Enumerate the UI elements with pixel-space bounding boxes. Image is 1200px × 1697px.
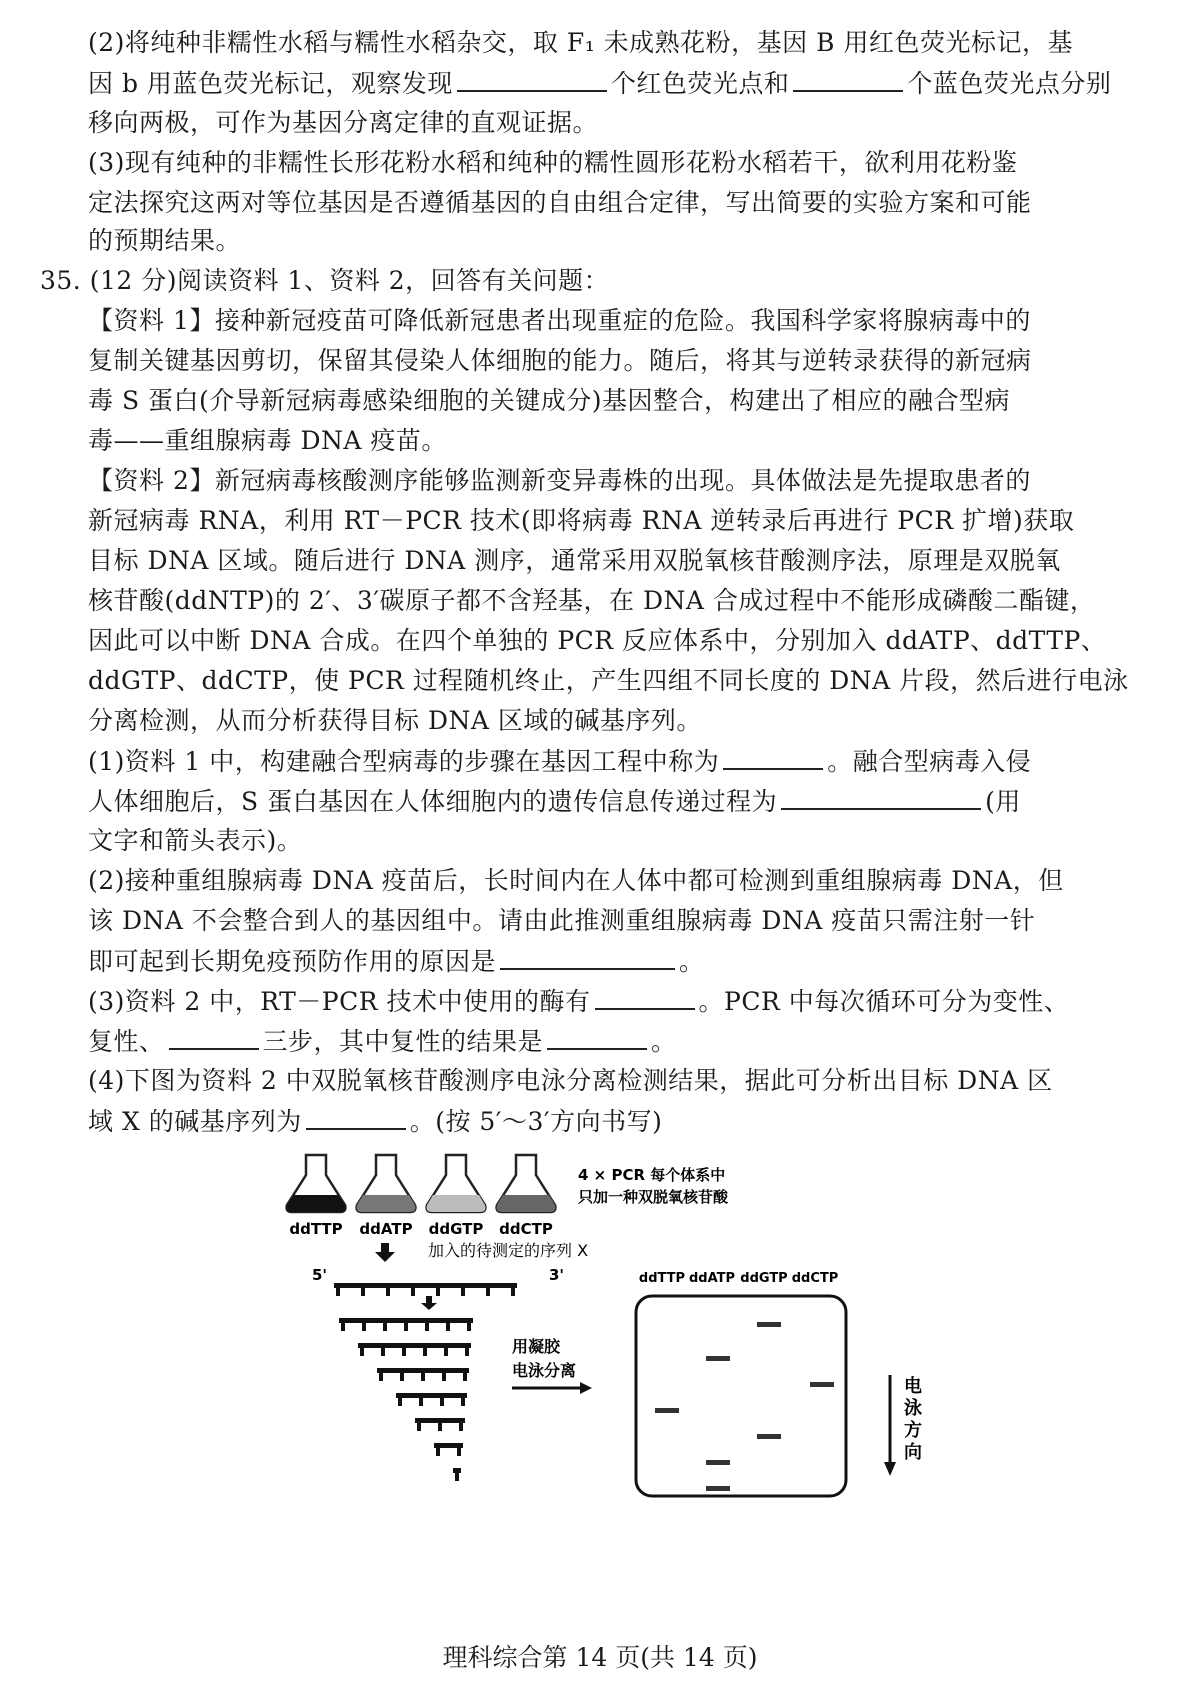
fragment-ladder [339,1318,473,1481]
pcr-note-line1: 4 × PCR 每个体系中 [578,1166,726,1184]
dna-fragment [339,1318,473,1331]
five-prime-label: 5' [312,1266,328,1284]
dna-fragment [396,1393,467,1406]
flask-label: ddTTP [289,1220,343,1238]
flask-label: ddCTP [499,1220,553,1238]
gel-band [757,1434,781,1439]
material1-line2: 复制关键基因剪切，保留其侵染人体细胞的能力。随后，将其与逆转录获得的新冠病 [88,346,1032,375]
q35-header: 35. (12 分)阅读资料 1、资料 2，回答有关问题： [40,266,610,295]
dna-fragment [434,1443,463,1456]
material2-line6: ddGTP、ddCTP，使 PCR 过程随机终止，产生四组不同长度的 DNA 片段，然后进行电泳 [88,666,1129,695]
sub2-line2: 该 DNA 不会整合到人的基因组中。请由此推测重组腺病毒 DNA 疫苗只需注射一针 [88,906,1036,935]
q34-p3-line1: (3)现有纯种的非糯性长形花粉水稻和纯种的糯性圆形花粉水稻若干，欲利用花粉鉴 [88,148,1018,177]
gel-step-line1: 用凝胶 [512,1337,561,1356]
text-span: 个红色荧光点和 [610,69,790,98]
sequence-label: 加入的待测定的序列 X [428,1241,589,1260]
material1-line3: 毒 S 蛋白(介导新冠病毒感染细胞的关键成分)基因整合，构建出了相应的融合型病 [88,386,1011,415]
text-span: 。 [651,1027,677,1056]
gel-band [757,1322,781,1327]
material1-line1: 【资料 1】接种新冠疫苗可降低新冠患者出现重症的危险。我国科学家将腺病毒中的 [88,306,1031,335]
gel-band [706,1460,730,1465]
text-span: 。PCR 中每次循环可分为变性、 [698,987,1070,1016]
template-strand [334,1283,517,1296]
text-span: 复性、 [88,1027,165,1056]
text-span: 人体细胞后，S 蛋白基因在人体细胞内的遗传信息传递过程为 [88,787,778,816]
pcr-note-line2: 只加一种双脱氧核苷酸 [578,1188,729,1206]
material2-line1: 【资料 2】新冠病毒核酸测序能够监测新变异毒株的出现。具体做法是先提取患者的 [88,466,1031,495]
material2-line7: 分离检测，从而分析获得目标 DNA 区域的碱基序列。 [88,706,702,735]
text-span: (3)资料 2 中，RT－PCR 技术中使用的酶有 [88,987,591,1016]
text-span: 。融合型病毒入侵 [827,747,1032,776]
q34-p3-line3: 的预期结果。 [88,226,242,255]
direction-label: 电泳方向 [904,1376,922,1463]
text-span: 个蓝色荧光点分别 [907,69,1112,98]
gel-lane-label: ddATP [688,1271,736,1286]
text-span: 。(按 5′～3′方向书写) [409,1107,663,1136]
flask-icon [497,1155,556,1212]
text-span: (用 [985,787,1021,816]
flask-icon [427,1155,486,1212]
right-arrow-icon [512,1382,592,1394]
flask-icon [357,1155,416,1212]
text-span: 域 X 的碱基序列为 [88,1107,302,1136]
page-footer: 理科综合第 14 页(共 14 页) [442,1643,758,1672]
dna-fragment [358,1343,471,1356]
gel-step-line2: 电泳分离 [512,1361,577,1380]
gel-box [636,1296,846,1496]
gel-band [810,1382,834,1387]
gel-lane-label: ddGTP [740,1271,788,1286]
template-strand-comb [334,1283,517,1296]
gel-band [706,1356,730,1361]
text-span: 。 [679,947,705,976]
q34-p3-line2: 定法探究这两对等位基因是否遵循基因的自由组合定律，写出简要的实验方案和可能 [88,188,1032,217]
text-span: (1)资料 1 中，构建融合型病毒的步骤在基因工程中称为 [88,747,720,776]
text-span: 因 b 用蓝色荧光标记，观察发现 [88,69,453,98]
flask-label: ddGTP [428,1220,484,1238]
text-span: 即可起到长期免疫预防作用的原因是 [88,947,497,976]
material2-line5: 因此可以中断 DNA 合成。在四个单独的 PCR 反应体系中，分别加入 ddATP、ddTTP、 [88,626,1107,655]
material2-line3: 目标 DNA 区域。随后进行 DNA 测序，通常采用双脱氧核苷酸测序法，原理是双脱氧 [88,546,1061,575]
electrophoresis-direction-arrow-icon [884,1375,896,1476]
flask-label: ddATP [359,1220,413,1238]
dna-fragment [453,1468,461,1481]
material2-line2: 新冠病毒 RNA，利用 RT－PCR 技术(即将病毒 RNA 逆转录后再进行 PCR 扩增)获取 [88,506,1075,535]
flask-icon [287,1155,346,1212]
gel-lane-label: ddTTP [638,1271,686,1286]
q34-p2-line1: (2)将纯种非糯性水稻与糯性水稻杂交，取 F₁ 未成熟花粉，基因 B 用红色荧光标记，基 [88,28,1073,57]
three-prime-label: 3' [549,1266,565,1284]
down-arrow-icon [421,1296,437,1310]
material2-line4: 核苷酸(ddNTP)的 2′、3′碳原子都不含羟基，在 DNA 合成过程中不能形成磷酸二酯键， [88,586,1096,615]
down-arrow-icon [375,1243,395,1262]
sub1-line3: 文字和箭头表示)。 [88,826,303,855]
gel-band [655,1408,679,1413]
gel-band [706,1486,730,1491]
q34-p2-line3: 移向两极，可作为基因分离定律的直观证据。 [88,108,599,137]
text-span: 三步，其中复性的结果是 [262,1027,544,1056]
dna-fragment [377,1368,469,1381]
material1-line4: 毒——重组腺病毒 DNA 疫苗。 [88,426,447,455]
dna-fragment [415,1418,465,1431]
sub4-line1: (4)下图为资料 2 中双脱氧核苷酸测序电泳分离检测结果，据此可分析出目标 DNA 区 [88,1066,1053,1095]
gel-lane-label: ddCTP [791,1271,839,1286]
sub2-line1: (2)接种重组腺病毒 DNA 疫苗后，长时间内在人体中都可检测到重组腺病毒 DNA，但 [88,866,1064,895]
